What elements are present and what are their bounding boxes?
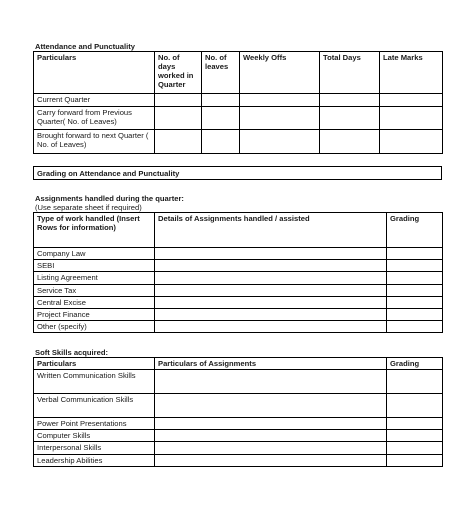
input-cell[interactable] — [387, 320, 443, 332]
table-row — [34, 370, 443, 394]
input-cell[interactable] — [387, 308, 443, 320]
grading-attendance-label[interactable]: Grading on Attendance and Punctuality — [33, 166, 442, 180]
row-label: Carry forward from Previous Quarter( No. of Leaves) — [34, 107, 155, 130]
input-cell[interactable] — [387, 248, 443, 260]
header-grading: Grading — [387, 358, 443, 370]
table-row — [34, 296, 443, 308]
row-label: Brought forward to next Quarter ( No. of Leaves) — [34, 130, 155, 154]
table-row — [34, 94, 443, 107]
input-cell[interactable] — [155, 272, 387, 284]
row-label: Listing Agreement — [34, 272, 155, 284]
table-row — [34, 284, 443, 296]
input-cell[interactable] — [387, 454, 443, 466]
table-row — [34, 442, 443, 454]
input-cell[interactable] — [240, 94, 320, 107]
attendance-title: Attendance and Punctuality — [35, 42, 135, 51]
input-cell[interactable] — [155, 394, 387, 418]
input-cell[interactable] — [240, 130, 320, 154]
row-label: Leadership Abilities — [34, 454, 155, 466]
attendance-table — [33, 51, 443, 154]
header-days-worked: No. of days worked in Quarter — [155, 52, 202, 94]
input-cell[interactable] — [387, 370, 443, 394]
header-particulars: Particulars — [34, 358, 155, 370]
header-particulars-of-assignments: Particulars of Assignments — [155, 358, 387, 370]
input-cell[interactable] — [155, 320, 387, 332]
soft-skills-section — [33, 348, 442, 467]
row-label: Current Quarter — [34, 94, 155, 107]
input-cell[interactable] — [387, 260, 443, 272]
input-cell[interactable] — [320, 130, 380, 154]
header-late-marks: Late Marks — [380, 52, 443, 94]
header-leaves: No. of leaves — [202, 52, 240, 94]
input-cell[interactable] — [155, 418, 387, 430]
header-total-days: Total Days — [320, 52, 380, 94]
input-cell[interactable] — [387, 284, 443, 296]
input-cell[interactable] — [387, 272, 443, 284]
table-row — [34, 260, 443, 272]
input-cell[interactable] — [155, 370, 387, 394]
header-particulars: Particulars — [34, 52, 155, 94]
assignments-section — [33, 194, 442, 333]
table-row — [34, 320, 443, 332]
input-cell[interactable] — [380, 94, 443, 107]
row-label: Interpersonal Skills — [34, 442, 155, 454]
input-cell[interactable] — [155, 107, 202, 130]
input-cell[interactable] — [387, 296, 443, 308]
input-cell[interactable] — [155, 94, 202, 107]
input-cell[interactable] — [155, 260, 387, 272]
assignments-title: Assignments handled during the quarter: — [35, 194, 184, 203]
input-cell[interactable] — [155, 296, 387, 308]
input-cell[interactable] — [202, 94, 240, 107]
input-cell[interactable] — [202, 107, 240, 130]
table-row — [34, 248, 443, 260]
soft-skills-title: Soft Skills acquired: — [35, 348, 109, 357]
row-label: Written Communication Skills — [34, 370, 155, 394]
input-cell[interactable] — [155, 308, 387, 320]
header-grading: Grading — [387, 213, 443, 248]
input-cell[interactable] — [155, 284, 387, 296]
soft-skills-header-row — [34, 358, 443, 370]
table-row — [34, 454, 443, 466]
assignments-table — [33, 212, 443, 333]
input-cell[interactable] — [380, 130, 443, 154]
row-label: Project Finance — [34, 308, 155, 320]
row-label: Central Excise — [34, 296, 155, 308]
input-cell[interactable] — [380, 107, 443, 130]
table-row — [34, 430, 443, 442]
input-cell[interactable] — [320, 94, 380, 107]
row-label: Other (specify) — [34, 320, 155, 332]
input-cell[interactable] — [155, 430, 387, 442]
input-cell[interactable] — [387, 442, 443, 454]
table-row — [34, 394, 443, 418]
table-row — [34, 418, 443, 430]
input-cell[interactable] — [155, 442, 387, 454]
grading-attendance-section — [33, 166, 442, 180]
input-cell[interactable] — [155, 130, 202, 154]
row-label: Company Law — [34, 248, 155, 260]
row-label: Service Tax — [34, 284, 155, 296]
input-cell[interactable] — [155, 454, 387, 466]
row-label: SEBI — [34, 260, 155, 272]
table-row — [34, 272, 443, 284]
attendance-section — [33, 42, 442, 154]
input-cell[interactable] — [387, 418, 443, 430]
row-label: Power Point Presentations — [34, 418, 155, 430]
header-weekly-offs: Weekly Offs — [240, 52, 320, 94]
table-row — [34, 308, 443, 320]
header-assignment-details: Details of Assignments handled / assisted — [155, 213, 387, 248]
assignments-header-row — [34, 213, 443, 248]
input-cell[interactable] — [202, 130, 240, 154]
soft-skills-table — [33, 357, 443, 467]
table-row — [34, 107, 443, 130]
assignments-subtitle: (Use separate sheet if required) — [35, 203, 142, 213]
input-cell[interactable] — [387, 430, 443, 442]
input-cell[interactable] — [240, 107, 320, 130]
table-row — [34, 130, 443, 154]
attendance-header-row — [34, 52, 443, 94]
input-cell[interactable] — [387, 394, 443, 418]
input-cell[interactable] — [320, 107, 380, 130]
header-type-of-work: Type of work handled (Insert Rows for information) — [34, 213, 155, 248]
row-label: Verbal Communication Skills — [34, 394, 155, 418]
row-label: Computer Skills — [34, 430, 155, 442]
input-cell[interactable] — [155, 248, 387, 260]
